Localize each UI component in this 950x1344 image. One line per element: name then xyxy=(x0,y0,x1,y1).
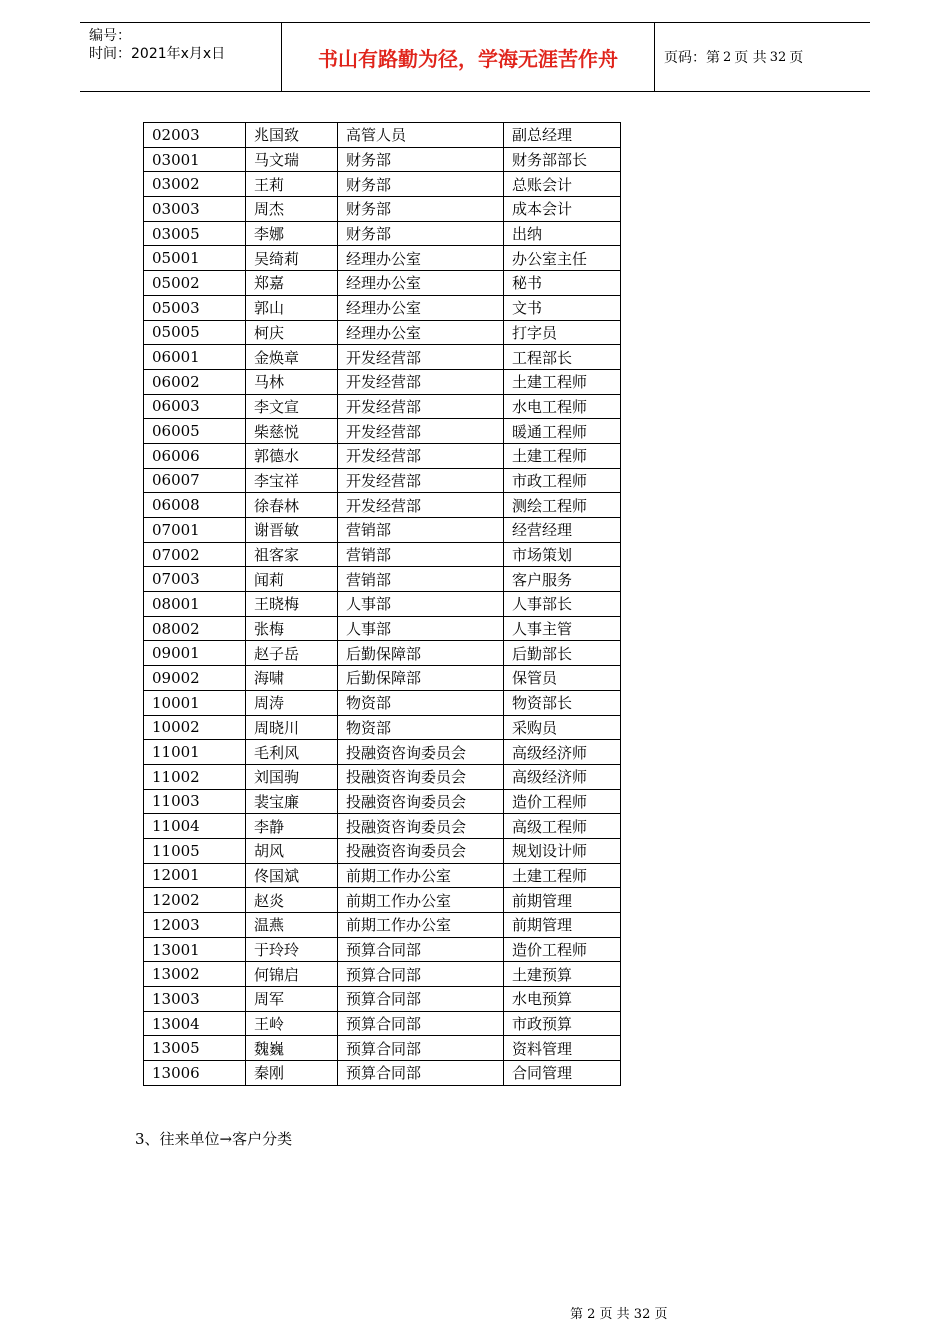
employee-name-cell: 徐春林 xyxy=(246,493,338,518)
employee-name-cell: 祖客家 xyxy=(246,542,338,567)
department-cell: 开发经营部 xyxy=(338,468,504,493)
employee-name-cell: 李宝祥 xyxy=(246,468,338,493)
employee-id-cell: 02003 xyxy=(144,123,246,148)
employee-name-cell: 佟国斌 xyxy=(246,863,338,888)
employee-name-cell: 秦刚 xyxy=(246,1061,338,1086)
department-cell: 预算合同部 xyxy=(338,1061,504,1086)
position-cell: 市政预算 xyxy=(504,1011,621,1036)
table-row xyxy=(144,419,621,444)
employee-id-cell: 07002 xyxy=(144,542,246,567)
table-row xyxy=(144,468,621,493)
employee-id-cell: 03001 xyxy=(144,147,246,172)
employee-name-cell: 闻莉 xyxy=(246,567,338,592)
position-cell: 后勤部长 xyxy=(504,641,621,666)
table-row xyxy=(144,616,621,641)
position-cell: 客户服务 xyxy=(504,567,621,592)
position-cell: 土建工程师 xyxy=(504,443,621,468)
table-row xyxy=(144,394,621,419)
employee-name-cell: 李静 xyxy=(246,814,338,839)
time-label: 时间：2021年x月x日 xyxy=(89,46,226,62)
table-row xyxy=(144,1011,621,1036)
table-row xyxy=(144,740,621,765)
staff-table xyxy=(143,122,621,1086)
table-row xyxy=(144,369,621,394)
department-cell: 财务部 xyxy=(338,221,504,246)
employee-id-cell: 13004 xyxy=(144,1011,246,1036)
employee-id-cell: 06001 xyxy=(144,345,246,370)
position-cell: 合同管理 xyxy=(504,1061,621,1086)
header-motto: 书山有路勤为径，学海无涯苦作舟 xyxy=(282,23,655,91)
department-cell: 营销部 xyxy=(338,542,504,567)
table-row xyxy=(144,246,621,271)
employee-name-cell: 周晓川 xyxy=(246,715,338,740)
employee-name-cell: 谢晋敏 xyxy=(246,518,338,543)
department-cell: 物资部 xyxy=(338,690,504,715)
table-row xyxy=(144,443,621,468)
employee-name-cell: 郭德水 xyxy=(246,443,338,468)
department-cell: 高管人员 xyxy=(338,123,504,148)
page-total: 32 xyxy=(769,49,787,65)
employee-name-cell: 柴慈悦 xyxy=(246,419,338,444)
employee-name-cell: 李娜 xyxy=(246,221,338,246)
department-cell: 开发经营部 xyxy=(338,394,504,419)
employee-id-cell: 12003 xyxy=(144,913,246,938)
department-cell: 预算合同部 xyxy=(338,962,504,987)
table-row xyxy=(144,863,621,888)
employee-id-cell: 13005 xyxy=(144,1036,246,1061)
department-cell: 预算合同部 xyxy=(338,1036,504,1061)
employee-id-cell: 06003 xyxy=(144,394,246,419)
employee-id-cell: 05005 xyxy=(144,320,246,345)
employee-id-cell: 03003 xyxy=(144,197,246,222)
position-cell: 人事部长 xyxy=(504,592,621,617)
employee-id-cell: 05001 xyxy=(144,246,246,271)
position-cell: 经营经理 xyxy=(504,518,621,543)
employee-name-cell: 马文瑞 xyxy=(246,147,338,172)
page-footer: 第 2 页 共 32 页 xyxy=(570,1307,668,1322)
table-row xyxy=(144,567,621,592)
page-prefix: 页码：第 xyxy=(664,50,720,66)
employee-name-cell: 马林 xyxy=(246,369,338,394)
department-cell: 预算合同部 xyxy=(338,987,504,1012)
department-cell: 财务部 xyxy=(338,197,504,222)
employee-id-cell: 03005 xyxy=(144,221,246,246)
employee-id-cell: 09002 xyxy=(144,666,246,691)
department-cell: 前期工作办公室 xyxy=(338,863,504,888)
table-row xyxy=(144,666,621,691)
table-row xyxy=(144,1061,621,1086)
employee-id-cell: 12001 xyxy=(144,863,246,888)
employee-id-cell: 06005 xyxy=(144,419,246,444)
position-cell: 前期管理 xyxy=(504,888,621,913)
position-cell: 水电工程师 xyxy=(504,394,621,419)
employee-name-cell: 刘国驹 xyxy=(246,764,338,789)
employee-id-cell: 08002 xyxy=(144,616,246,641)
position-cell: 人事主管 xyxy=(504,616,621,641)
position-cell: 工程部长 xyxy=(504,345,621,370)
department-cell: 投融资咨询委员会 xyxy=(338,814,504,839)
employee-id-cell: 13003 xyxy=(144,987,246,1012)
position-cell: 成本会计 xyxy=(504,197,621,222)
employee-name-cell: 赵子岳 xyxy=(246,641,338,666)
employee-name-cell: 裴宝廉 xyxy=(246,789,338,814)
position-cell: 副总经理 xyxy=(504,123,621,148)
position-cell: 市场策划 xyxy=(504,542,621,567)
table-row xyxy=(144,641,621,666)
employee-id-cell: 13001 xyxy=(144,937,246,962)
employee-id-cell: 06008 xyxy=(144,493,246,518)
staff-table-body xyxy=(144,123,621,1086)
department-cell: 后勤保障部 xyxy=(338,666,504,691)
table-row xyxy=(144,937,621,962)
department-cell: 开发经营部 xyxy=(338,419,504,444)
department-cell: 开发经营部 xyxy=(338,493,504,518)
department-cell: 经理办公室 xyxy=(338,271,504,296)
position-cell: 打字员 xyxy=(504,320,621,345)
employee-id-cell: 11003 xyxy=(144,789,246,814)
position-cell: 秘书 xyxy=(504,271,621,296)
employee-name-cell: 何锦启 xyxy=(246,962,338,987)
table-row xyxy=(144,147,621,172)
table-row xyxy=(144,715,621,740)
employee-name-cell: 王岭 xyxy=(246,1011,338,1036)
position-cell: 市政工程师 xyxy=(504,468,621,493)
position-cell: 土建工程师 xyxy=(504,369,621,394)
table-row xyxy=(144,542,621,567)
employee-id-cell: 13002 xyxy=(144,962,246,987)
department-cell: 投融资咨询委员会 xyxy=(338,740,504,765)
employee-id-cell: 07001 xyxy=(144,518,246,543)
employee-id-cell: 11002 xyxy=(144,764,246,789)
department-cell: 营销部 xyxy=(338,518,504,543)
number-label: 编号： xyxy=(89,28,131,44)
employee-id-cell: 12002 xyxy=(144,888,246,913)
position-cell: 水电预算 xyxy=(504,987,621,1012)
employee-name-cell: 王晓梅 xyxy=(246,592,338,617)
department-cell: 物资部 xyxy=(338,715,504,740)
employee-name-cell: 郑嘉 xyxy=(246,271,338,296)
employee-id-cell: 05003 xyxy=(144,295,246,320)
table-row xyxy=(144,197,621,222)
table-row xyxy=(144,320,621,345)
page-header xyxy=(80,22,870,92)
header-page-info xyxy=(655,23,870,91)
department-cell: 后勤保障部 xyxy=(338,641,504,666)
position-cell: 出纳 xyxy=(504,221,621,246)
department-cell: 营销部 xyxy=(338,567,504,592)
position-cell: 总账会计 xyxy=(504,172,621,197)
department-cell: 投融资咨询委员会 xyxy=(338,789,504,814)
employee-id-cell: 11004 xyxy=(144,814,246,839)
employee-name-cell: 于玲玲 xyxy=(246,937,338,962)
employee-id-cell: 03002 xyxy=(144,172,246,197)
department-cell: 人事部 xyxy=(338,592,504,617)
department-cell: 开发经营部 xyxy=(338,443,504,468)
table-row xyxy=(144,913,621,938)
employee-id-cell: 05002 xyxy=(144,271,246,296)
table-row xyxy=(144,221,621,246)
table-row xyxy=(144,814,621,839)
employee-name-cell: 周军 xyxy=(246,987,338,1012)
department-cell: 预算合同部 xyxy=(338,1011,504,1036)
table-row xyxy=(144,295,621,320)
section-heading: 3、往来单位→客户分类 xyxy=(135,1130,293,1148)
page-mid: 页 共 xyxy=(734,50,767,66)
employee-name-cell: 吴绮莉 xyxy=(246,246,338,271)
position-cell: 高级经济师 xyxy=(504,764,621,789)
employee-id-cell: 13006 xyxy=(144,1061,246,1086)
employee-id-cell: 06007 xyxy=(144,468,246,493)
table-row xyxy=(144,172,621,197)
employee-name-cell: 郭山 xyxy=(246,295,338,320)
table-row xyxy=(144,987,621,1012)
table-row xyxy=(144,962,621,987)
department-cell: 财务部 xyxy=(338,172,504,197)
employee-id-cell: 06002 xyxy=(144,369,246,394)
department-cell: 经理办公室 xyxy=(338,320,504,345)
employee-name-cell: 毛利风 xyxy=(246,740,338,765)
department-cell: 前期工作办公室 xyxy=(338,913,504,938)
employee-name-cell: 兆国致 xyxy=(246,123,338,148)
table-row xyxy=(144,690,621,715)
position-cell: 保管员 xyxy=(504,666,621,691)
employee-name-cell: 魏巍 xyxy=(246,1036,338,1061)
table-row xyxy=(144,123,621,148)
department-cell: 开发经营部 xyxy=(338,345,504,370)
table-row xyxy=(144,518,621,543)
position-cell: 土建工程师 xyxy=(504,863,621,888)
employee-name-cell: 海啸 xyxy=(246,666,338,691)
employee-name-cell: 金焕章 xyxy=(246,345,338,370)
employee-name-cell: 胡风 xyxy=(246,838,338,863)
position-cell: 暖通工程师 xyxy=(504,419,621,444)
employee-name-cell: 张梅 xyxy=(246,616,338,641)
table-row xyxy=(144,271,621,296)
header-meta xyxy=(80,23,282,91)
position-cell: 高级经济师 xyxy=(504,740,621,765)
employee-id-cell: 11005 xyxy=(144,838,246,863)
table-row xyxy=(144,345,621,370)
employee-name-cell: 周涛 xyxy=(246,690,338,715)
employee-id-cell: 09001 xyxy=(144,641,246,666)
employee-id-cell: 08001 xyxy=(144,592,246,617)
table-row xyxy=(144,1036,621,1061)
employee-name-cell: 温燕 xyxy=(246,913,338,938)
employee-name-cell: 李文宣 xyxy=(246,394,338,419)
employee-id-cell: 10002 xyxy=(144,715,246,740)
department-cell: 开发经营部 xyxy=(338,369,504,394)
position-cell: 财务部部长 xyxy=(504,147,621,172)
position-cell: 造价工程师 xyxy=(504,789,621,814)
employee-name-cell: 周杰 xyxy=(246,197,338,222)
page-current: 2 xyxy=(723,49,732,65)
employee-name-cell: 柯庆 xyxy=(246,320,338,345)
position-cell: 办公室主任 xyxy=(504,246,621,271)
employee-id-cell: 11001 xyxy=(144,740,246,765)
page-suffix: 页 xyxy=(789,50,804,66)
position-cell: 物资部长 xyxy=(504,690,621,715)
department-cell: 预算合同部 xyxy=(338,937,504,962)
position-cell: 规划设计师 xyxy=(504,838,621,863)
employee-id-cell: 10001 xyxy=(144,690,246,715)
table-row xyxy=(144,592,621,617)
table-row xyxy=(144,493,621,518)
table-row xyxy=(144,888,621,913)
position-cell: 前期管理 xyxy=(504,913,621,938)
position-cell: 文书 xyxy=(504,295,621,320)
employee-name-cell: 赵炎 xyxy=(246,888,338,913)
table-row xyxy=(144,764,621,789)
position-cell: 造价工程师 xyxy=(504,937,621,962)
employee-id-cell: 06006 xyxy=(144,443,246,468)
position-cell: 资料管理 xyxy=(504,1036,621,1061)
department-cell: 财务部 xyxy=(338,147,504,172)
department-cell: 人事部 xyxy=(338,616,504,641)
department-cell: 经理办公室 xyxy=(338,295,504,320)
table-row xyxy=(144,789,621,814)
position-cell: 土建预算 xyxy=(504,962,621,987)
department-cell: 前期工作办公室 xyxy=(338,888,504,913)
position-cell: 测绘工程师 xyxy=(504,493,621,518)
department-cell: 投融资咨询委员会 xyxy=(338,838,504,863)
department-cell: 经理办公室 xyxy=(338,246,504,271)
employee-name-cell: 王莉 xyxy=(246,172,338,197)
employee-id-cell: 07003 xyxy=(144,567,246,592)
position-cell: 采购员 xyxy=(504,715,621,740)
department-cell: 投融资咨询委员会 xyxy=(338,764,504,789)
table-row xyxy=(144,838,621,863)
position-cell: 高级工程师 xyxy=(504,814,621,839)
